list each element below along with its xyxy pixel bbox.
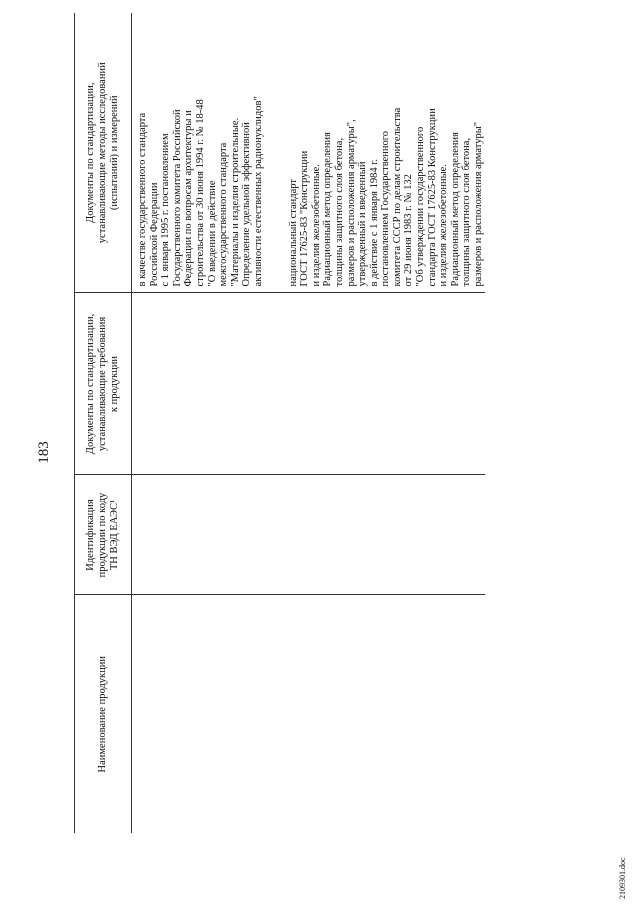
cell-methods-docs: [132, 13, 485, 293]
cell-product-name: [132, 595, 485, 833]
document-filename: 2109301.doc: [618, 857, 627, 899]
header-methods-docs: Документы по стандартизации, устанавливающие методы исследований (испытаний) и измерений: [75, 13, 132, 293]
methods-paragraph-1: в качестве государственного стандарта Российской Федерации с 1 января 1995 г. постановлением Государственного комитета Российской Федерации по вопросам архитектуры и строительства от 30 июня 1994 г. № 18-48 "О введении в действие межгосударственного стандарта "Материалы и изделия строительные. Определение удельной эффективной активности естественных радионуклидов": [137, 96, 264, 287]
table-header-row: [75, 13, 132, 833]
standards-table: [74, 13, 485, 833]
cell-requirements-docs: [132, 293, 485, 475]
header-tn-ved-code: Идентификация продукции по коду ТН ВЭД ЕАЭС¹: [75, 475, 132, 595]
header-requirements-docs: Документы по стандартизации, устанавливающие требования к продукции: [75, 293, 132, 475]
table-row: [132, 13, 485, 833]
cell-tn-ved-code: [132, 475, 485, 595]
methods-paragraph-2: национальный стандарт ГОСТ 17625-83 "Конструкции и изделия железобетонные. Радиационный метод определения толщины защитного слоя бетона, размеров и расположения арматуры", утвержденный и введенный в действие с 1 января 1984 г. постановлением Государственного комитета СССР по делам строительства от 29 июня 1983 г. № 132 "Об утверждении государственного стандарта ГОСТ 17625-83 Конструкции и изделия железобетонные. Радиационный метод определения толщины защитного слоя бетона, размеров и расположения арматуры": [287, 107, 485, 287]
page-number: 183: [36, 441, 52, 464]
header-product-name: Наименование продукции: [75, 595, 132, 833]
